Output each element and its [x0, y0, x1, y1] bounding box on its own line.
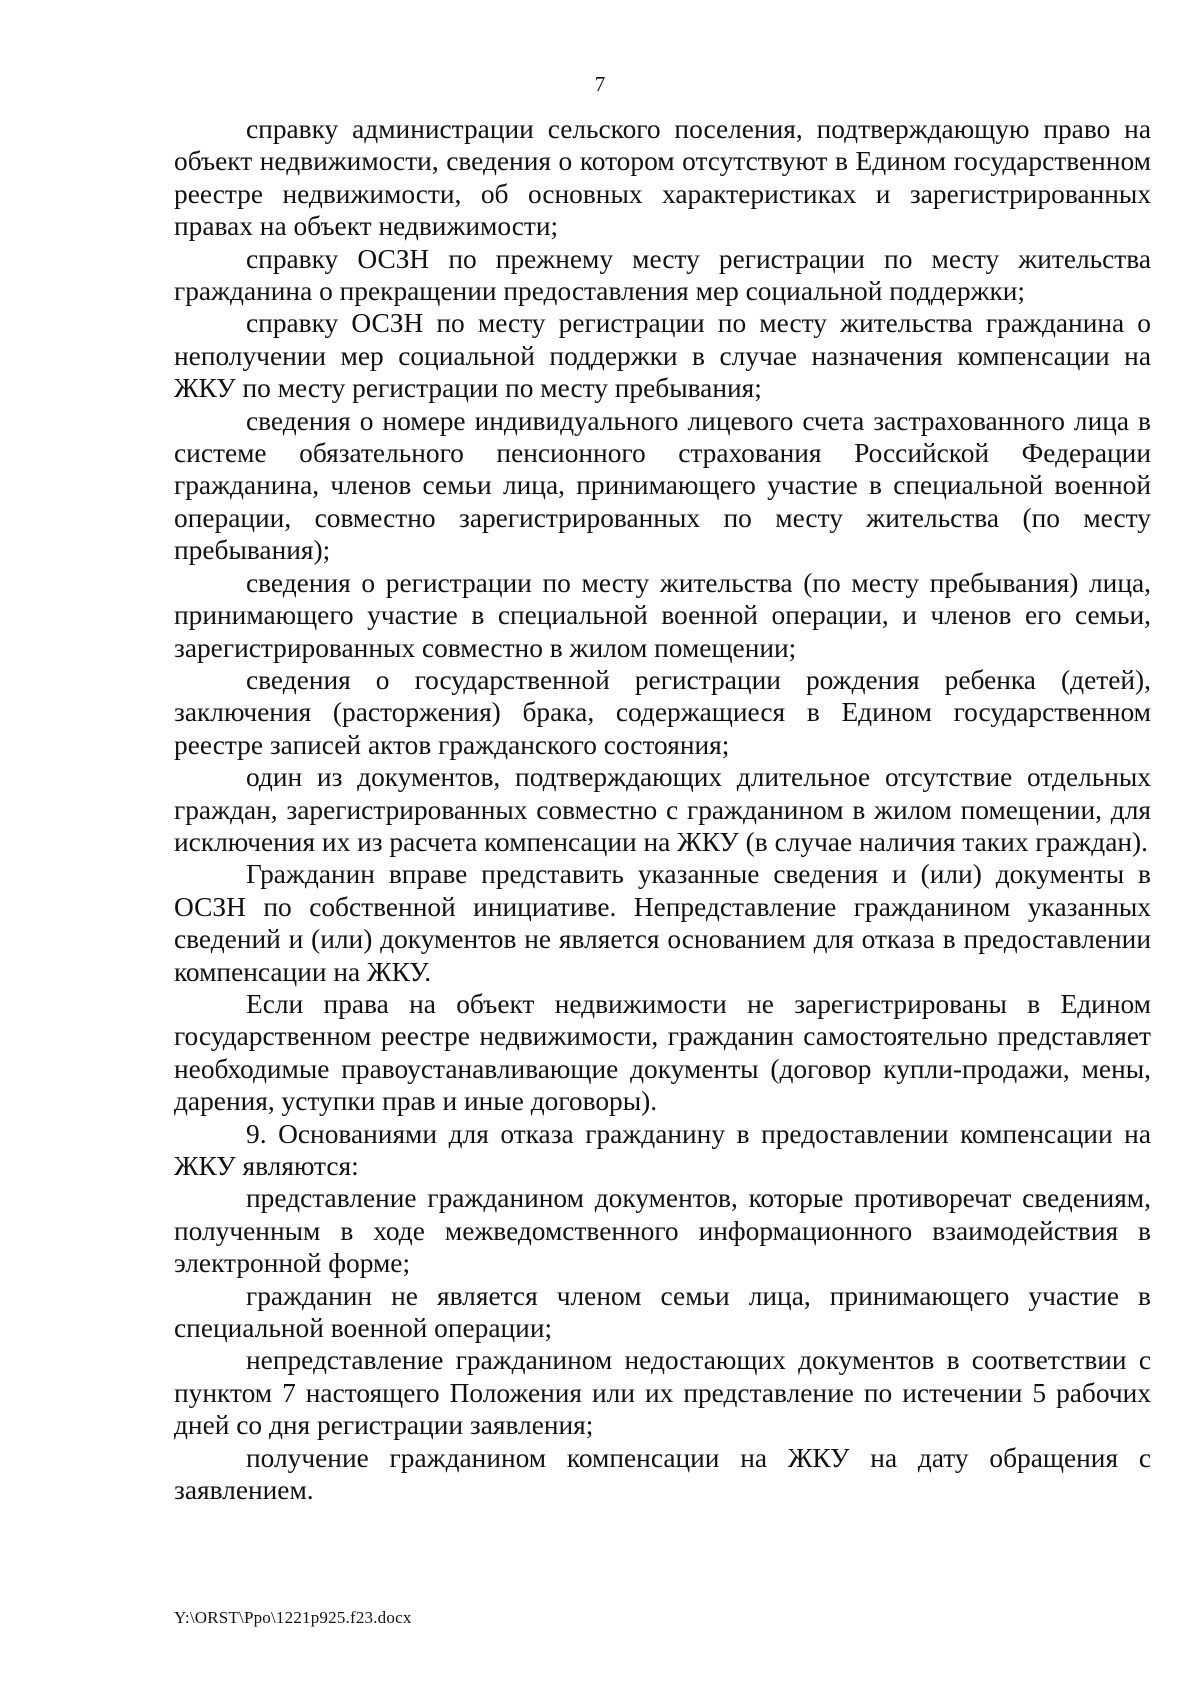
paragraph: сведения о регистрации по месту жительства (по месту пребывания) лица, принимающего участие в специальной военной операции, и членов его семьи, зарегистрированных совместно в жилом помещении; [174, 567, 1151, 663]
paragraph: непредставление гражданином недостающих документов в соответствии с пунктом 7 настоящего Положения или их представление по истечении 5 рабочих дней со дня регистрации заявления; [174, 1345, 1151, 1441]
paragraph: сведения о государственной регистрации рождения ребенка (детей), заключения (расторжения) брака, содержащиеся в Едином государственном реестре записей актов гражданского состояния; [174, 664, 1151, 760]
paragraph: гражданин не является членом семьи лица, принимающего участие в специальной военной операции; [174, 1280, 1151, 1344]
paragraph: Гражданин вправе представить указанные сведения и (или) документы в ОСЗН по собственной инициативе. Непредставление гражданином указанных сведений и (или) документов не является основанием для отказа в предоставлении компенсации на ЖКУ. [174, 859, 1151, 987]
page-number: 7 [594, 72, 606, 96]
paragraph: 9. Основаниями для отказа гражданину в предоставлении компенсации на ЖКУ являются: [174, 1118, 1151, 1181]
paragraph: получение гражданином компенсации на ЖКУ на дату обращения с заявлением. [174, 1442, 1151, 1506]
paragraph: справку ОСЗН по месту регистрации по месту жительства гражданина о неполучении мер социальной поддержки в случае назначения компенсации на ЖКУ по месту регистрации по месту пребывания; [174, 308, 1151, 404]
paragraph: Если права на объект недвижимости не зарегистрированы в Едином государственном реестре недвижимости, гражданин самостоятельно представляет необходимые правоустанавливающие документы (договор купли-продажи, мены, дарения, уступки прав и иные договоры). [174, 988, 1151, 1117]
footer-file-path: Y:\ORST\Ppo\1221p925.f23.docx [174, 1608, 412, 1627]
paragraph: справку администрации сельского поселения, подтверждающую право на объект недвижимости, сведения о котором отсутствуют в Едином государственном реестре недвижимости, об основных характеристиках и зарегистрированных правах на объект недвижимости; [174, 114, 1151, 242]
paragraph: представление гражданином документов, которые противоречат сведениям, полученным в ходе межведомственного информационного взаимодействия в электронной форме; [174, 1183, 1151, 1279]
paragraph: один из документов, подтверждающих длительное отсутствие отдельных граждан, зарегистрированных совместно с гражданином в жилом помещении, для исключения их из расчета компенсации на ЖКУ (в случае наличия таких граждан). [174, 762, 1151, 857]
paragraph: сведения о номере индивидуального лицевого счета застрахованного лица в системе обязательного пенсионного страхования Российской Федерации гражданина, членов семьи лица, принимающего участие в специальной военной операции, совместно зарегистрированных по месту жительства (по месту пребывания); [174, 405, 1151, 566]
document-body [174, 113, 1151, 1506]
paragraph: справку ОСЗН по прежнему месту регистрации по месту жительства гражданина о прекращении предоставления мер социальной поддержки; [174, 243, 1151, 307]
